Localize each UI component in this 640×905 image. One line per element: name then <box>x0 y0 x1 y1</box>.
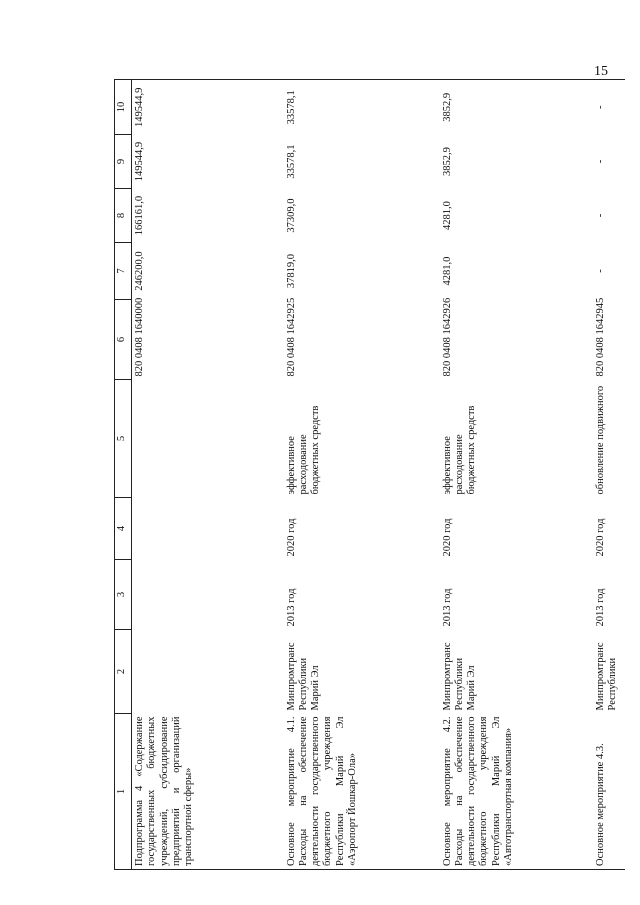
cell-value-10: 33578,1 <box>284 80 440 135</box>
cell-value-7: 246200,0 <box>134 251 145 291</box>
column-header-2: 2 <box>115 630 132 714</box>
cell-end-year: 2020 год <box>594 518 606 557</box>
cell-value-7: - <box>594 269 606 273</box>
table-row-measure-4-2 <box>440 80 593 870</box>
cell-start-year: 2013 год <box>594 588 606 627</box>
cell-executor: Минпромтранс Республики Марий Эл <box>285 642 322 711</box>
cell-value-9: 33578,1 <box>285 144 297 179</box>
cell-value-9: - <box>594 159 606 164</box>
page-number: 15 <box>594 64 608 79</box>
cell-value-8: 166161,0 <box>134 195 145 236</box>
cell-executor: Минпромтранс Республики Марий Эл <box>441 642 478 711</box>
column-header-4: 4 <box>115 498 132 560</box>
cell-budget-code: 820 0408 1640000 <box>134 297 145 377</box>
cell-start-year: 2013 год <box>441 588 453 627</box>
cell-result <box>132 380 284 498</box>
table-row-subprogram-4 <box>132 80 284 870</box>
cell-start-year: 2013 год <box>285 588 297 627</box>
cell-title: Основное мероприятие 4.2. Расходы на обеспечение деятельности государственного бюджетного учреждения Республики Марий Эл «Автотранспортная компания» <box>440 714 593 870</box>
cell-value-8: 37309,0 <box>285 198 297 233</box>
cell-executor <box>132 630 284 714</box>
column-header-7: 7 <box>115 243 132 300</box>
cell-value-7: 37819,0 <box>285 253 297 289</box>
cell-result: обновление подвижного <box>594 385 606 495</box>
cell-value-8: - <box>594 213 606 218</box>
cell-title: Основное мероприятие 4.1. Расходы на обеспечение деятельности государственного бюджетного учреждения Республики Марий Эл «Аэропорт Йошкар-Ола» <box>284 714 440 870</box>
cell-result: эффективное расходование бюджетных средств <box>285 405 322 495</box>
cell-result: эффективное расходование бюджетных средств <box>441 405 478 495</box>
cell-budget-code: 820 0408 1642926 <box>441 297 453 377</box>
program-table <box>114 79 625 870</box>
column-header-3: 3 <box>115 560 132 630</box>
column-header-6: 6 <box>115 300 132 380</box>
cell-start-year <box>132 560 284 630</box>
cell-executor: Минпромтранс Республики <box>594 642 618 711</box>
column-header-9: 9 <box>115 135 132 189</box>
column-header-8: 8 <box>115 189 132 243</box>
cell-end-year: 2020 год <box>285 518 297 557</box>
cell-value-10: - <box>593 80 625 135</box>
cell-value-8: 4281,0 <box>441 201 453 230</box>
cell-end-year <box>132 498 284 560</box>
cell-value-10: 149544,9 <box>132 80 284 135</box>
cell-title: Основное мероприятие 4.3. <box>593 714 625 870</box>
cell-value-7: 4281,0 <box>441 256 453 286</box>
cell-budget-code: 820 0408 1642925 <box>285 297 297 377</box>
rotated-table-container <box>114 80 624 870</box>
header-row <box>115 80 132 870</box>
cell-title: Подпрограмма 4 «Содержание государственных бюджетных учреждений, субсидирование предприятий и организаций транспортной сферы» <box>132 714 284 870</box>
cell-budget-code: 820 0408 1642945 <box>594 297 606 377</box>
column-header-10: 10 <box>115 80 132 135</box>
column-header-1: 1 <box>115 714 132 870</box>
table-row-measure-4-3 <box>593 80 625 870</box>
cell-end-year: 2020 год <box>441 518 453 557</box>
table-row-measure-4-1 <box>284 80 440 870</box>
cell-value-10: 3852,9 <box>440 80 593 135</box>
cell-value-9: 3852,9 <box>441 147 453 176</box>
cell-value-9: 149544,9 <box>134 141 145 182</box>
column-header-5: 5 <box>115 380 132 498</box>
